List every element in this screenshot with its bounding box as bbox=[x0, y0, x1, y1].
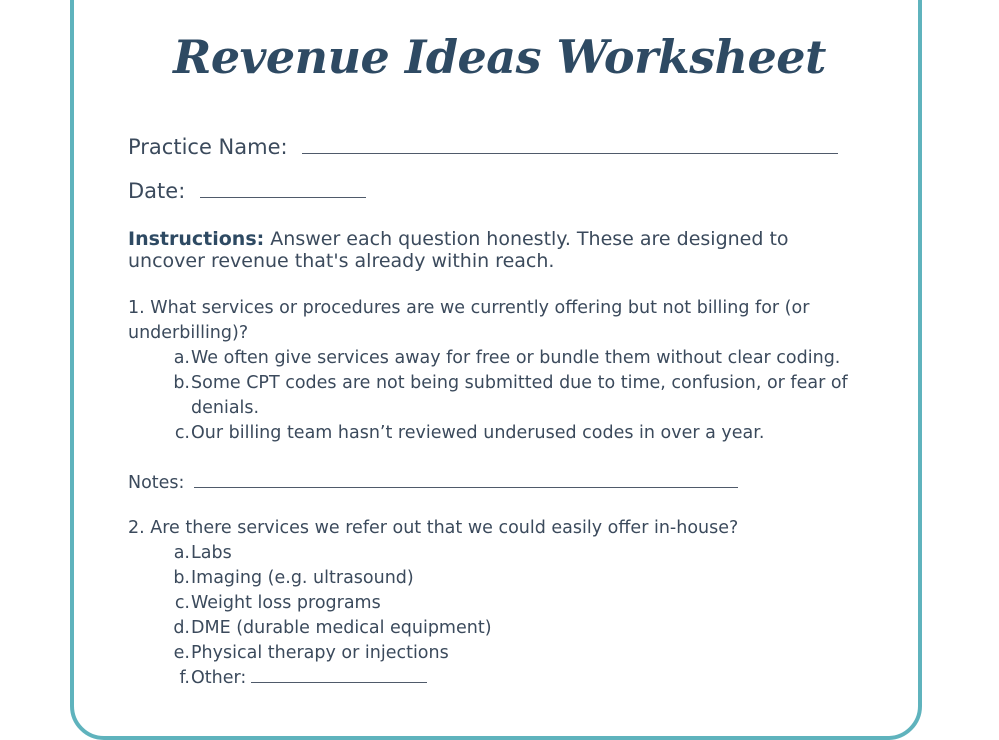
other-line[interactable] bbox=[251, 682, 427, 683]
date-field[interactable] bbox=[128, 179, 366, 203]
notes-label: Notes: bbox=[128, 473, 185, 493]
question-2: 2. Are there services we refer out that we could easily offer in-house? bbox=[128, 518, 739, 538]
question-2-options bbox=[170, 541, 890, 691]
instructions-heading: Instructions: bbox=[128, 228, 265, 250]
worksheet-title: Revenue Ideas Worksheet bbox=[173, 30, 826, 84]
list-item bbox=[170, 616, 890, 641]
instructions-text: Answer each question honestly. These are designed to uncover revenue that's already within reach. bbox=[128, 228, 789, 272]
list-item[interactable] bbox=[170, 666, 890, 691]
practice-name-label: Practice Name: bbox=[128, 135, 288, 159]
option-text: DME (durable medical equipment) bbox=[191, 618, 492, 638]
option-marker: a. bbox=[173, 348, 190, 368]
practice-name-line[interactable] bbox=[302, 153, 838, 154]
option-other bbox=[191, 666, 890, 691]
option-marker: a. bbox=[173, 543, 190, 563]
list-item bbox=[170, 346, 890, 371]
list-item bbox=[170, 371, 890, 421]
notes-line[interactable] bbox=[194, 487, 738, 488]
option-text: Some CPT codes are not being submitted due to time, confusion, or fear of denials. bbox=[191, 373, 848, 418]
option-text: We often give services away for free or bundle them without clear coding. bbox=[191, 348, 841, 368]
question-1: 1. What services or procedures are we currently offering but not billing for (or underbilling)? bbox=[128, 298, 810, 343]
instructions bbox=[128, 228, 868, 272]
list-item bbox=[170, 541, 890, 566]
practice-name-field[interactable] bbox=[128, 135, 838, 159]
option-marker: c. bbox=[174, 593, 190, 613]
option-text: Physical therapy or injections bbox=[191, 643, 449, 663]
option-text: Our billing team hasn’t reviewed underused codes in over a year. bbox=[191, 423, 765, 443]
option-text: Weight loss programs bbox=[191, 593, 381, 613]
option-marker: c. bbox=[174, 423, 190, 443]
option-marker: e. bbox=[173, 643, 190, 663]
option-marker: b. bbox=[173, 373, 190, 393]
option-marker: d. bbox=[173, 618, 190, 638]
list-item bbox=[170, 566, 890, 591]
option-marker: b. bbox=[173, 568, 190, 588]
option-marker: f. bbox=[179, 668, 190, 688]
list-item bbox=[170, 641, 890, 666]
option-text: Imaging (e.g. ultrasound) bbox=[191, 568, 414, 588]
question-1-options bbox=[170, 346, 890, 446]
notes-field[interactable] bbox=[128, 473, 738, 493]
list-item bbox=[170, 421, 890, 446]
date-label: Date: bbox=[128, 179, 186, 203]
list-item bbox=[170, 591, 890, 616]
option-text: Labs bbox=[191, 543, 232, 563]
option-text: Other: bbox=[191, 668, 247, 688]
date-line[interactable] bbox=[200, 197, 366, 198]
